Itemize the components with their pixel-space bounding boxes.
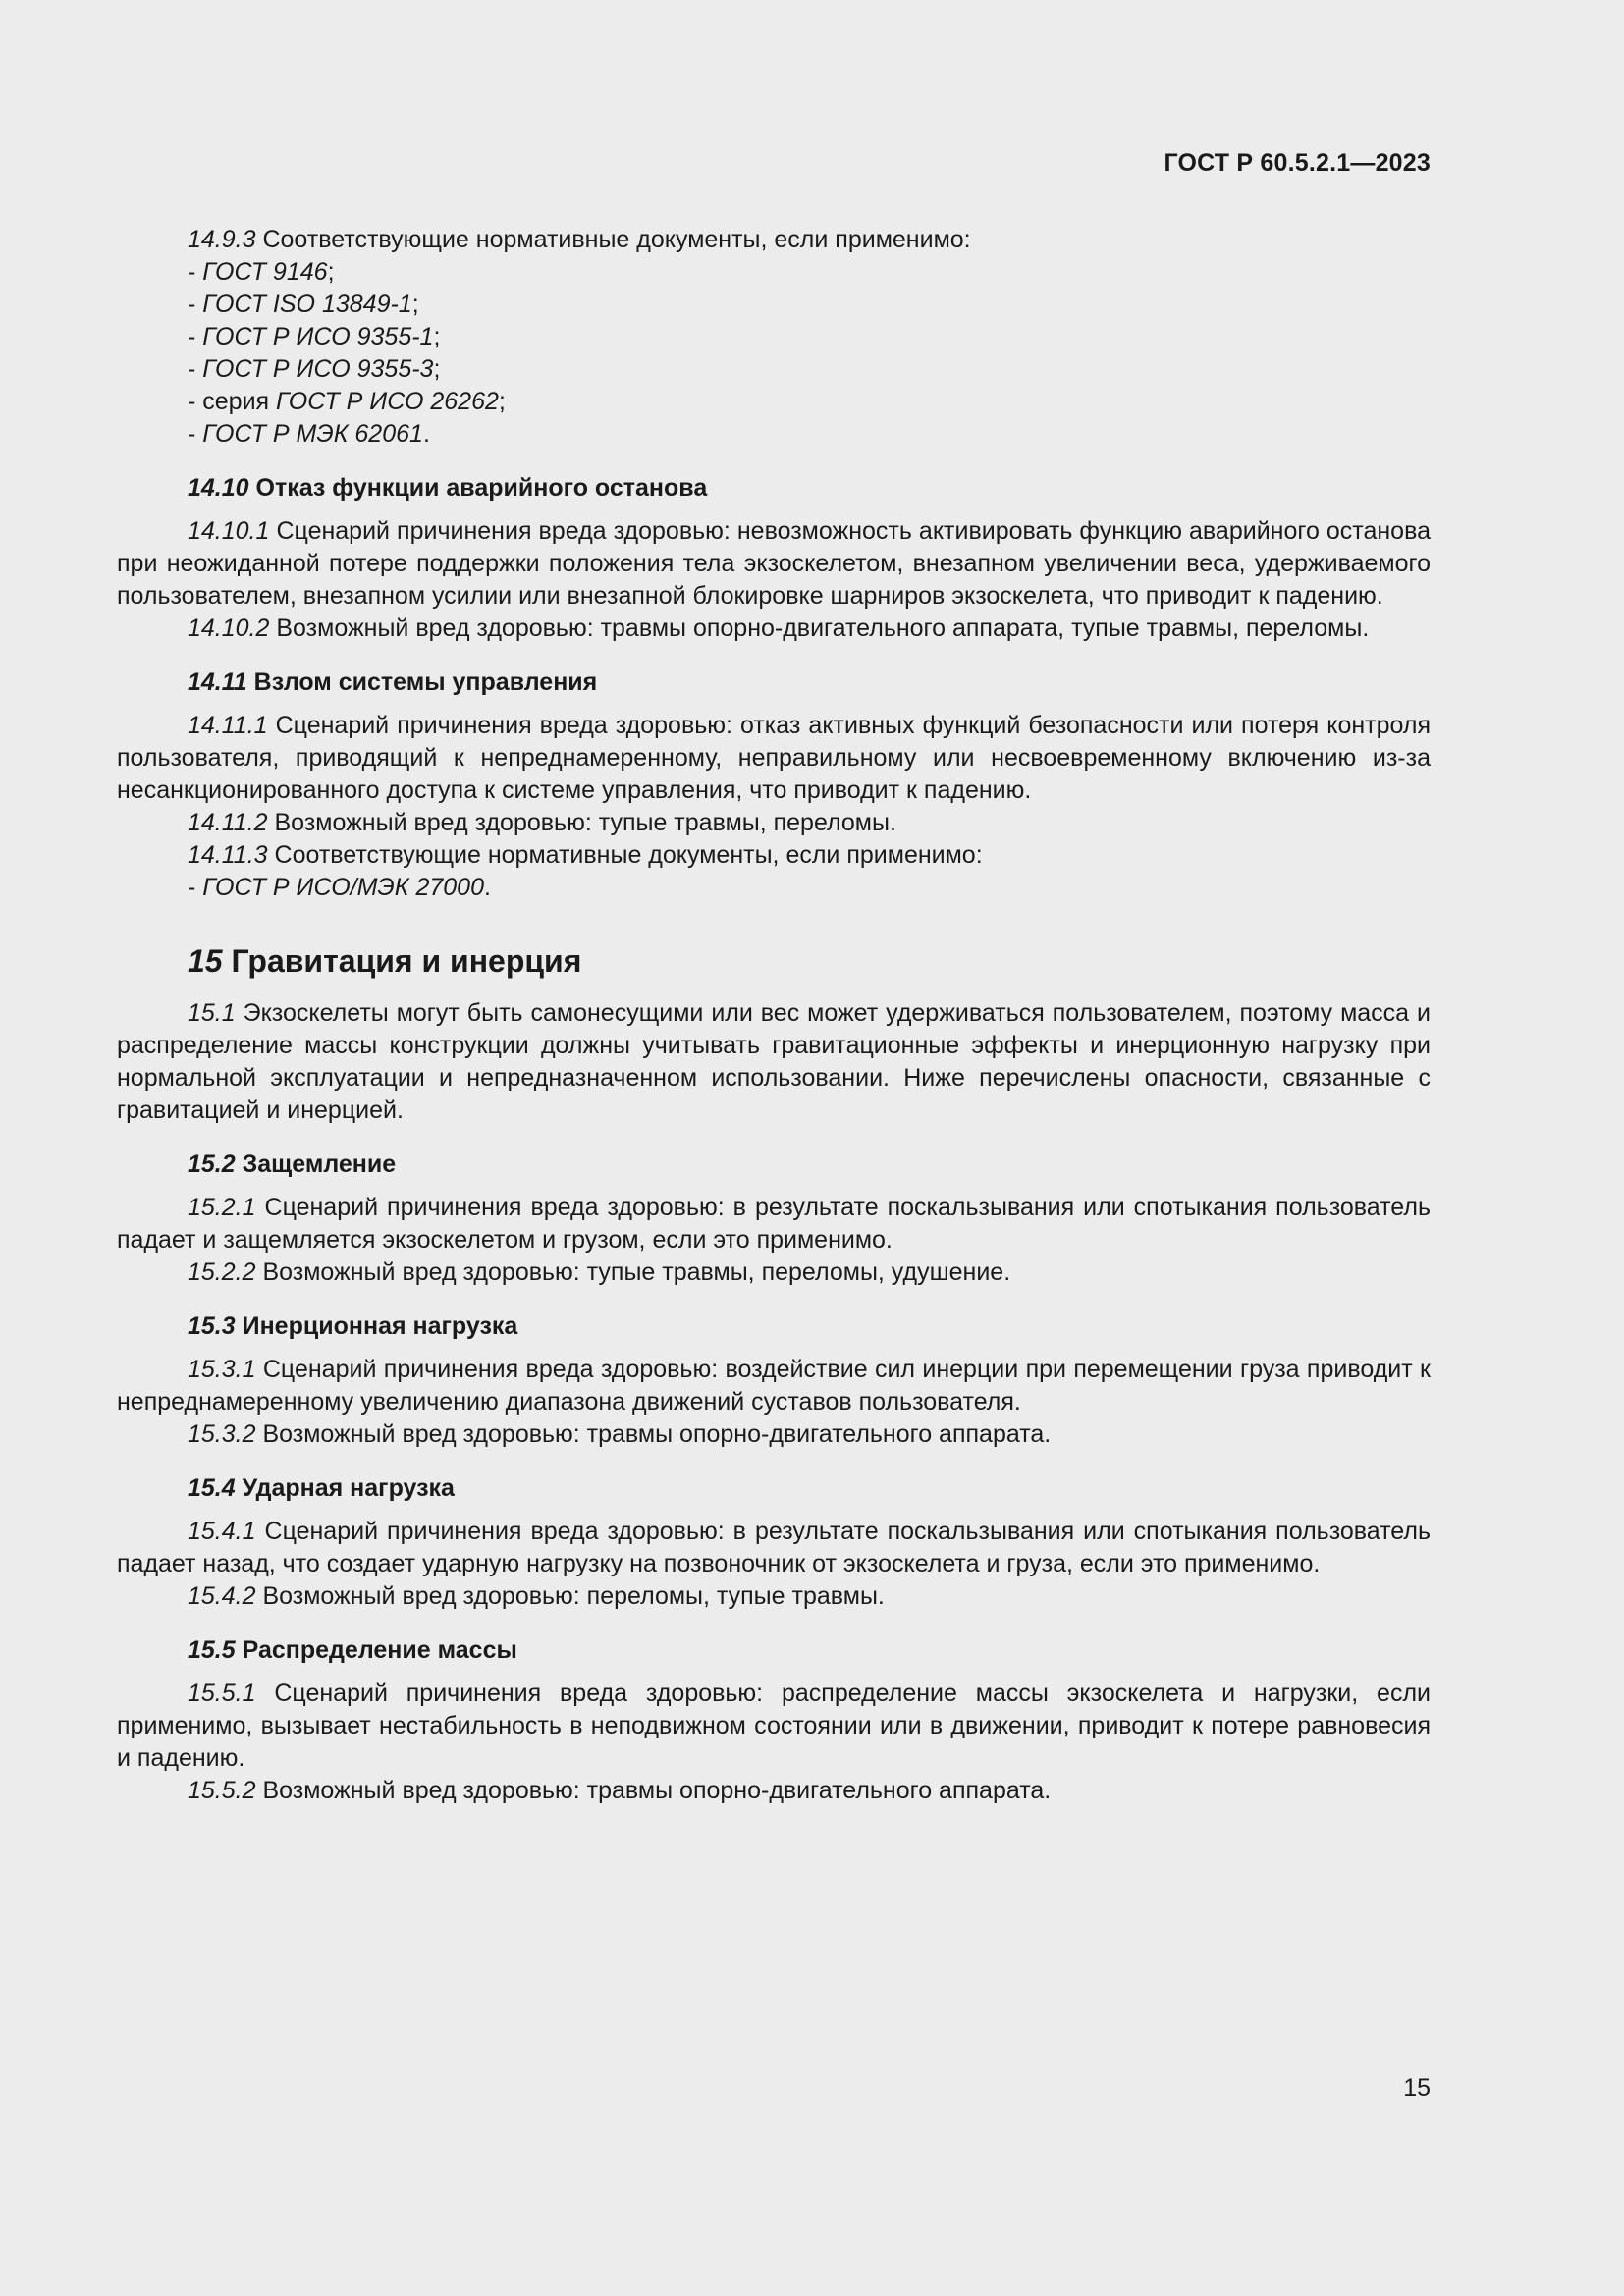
list-punct: ; <box>433 323 441 350</box>
section-title: Ударная нагрузка <box>235 1474 455 1502</box>
reference-list-item <box>117 353 1431 386</box>
clause-number: 15.5.1 <box>188 1680 256 1707</box>
paragraph-15-4-1 <box>117 1516 1431 1580</box>
clause-text: Сценарий причинения вреда здоровью: в результате поскальзывания или спотыкания пользователь падает и защемляется экзоскелетом и грузом, если это применимо. <box>117 1194 1431 1254</box>
paragraph-15-1 <box>117 997 1431 1127</box>
section-heading-14-11 <box>117 667 1431 699</box>
page-number: 15 <box>1403 2074 1431 2102</box>
paragraph-15-4-2 <box>117 1580 1431 1613</box>
clause-number: 15.4.1 <box>188 1518 256 1545</box>
clause-text: Соответствующие нормативные документы, если применимо: <box>255 226 971 253</box>
paragraph-14-11-2 <box>117 807 1431 839</box>
reference-list-item <box>117 256 1431 289</box>
paragraph-15-5-2 <box>117 1775 1431 1807</box>
reference-link: ГОСТ ISO 13849-1 <box>202 291 412 318</box>
list-punct: ; <box>411 291 419 318</box>
clause-number: 15.5.2 <box>188 1777 256 1804</box>
clause-text: Сценарий причинения вреда здоровью: распределение массы экзоскелета и нагрузки, если применимо, вызывает нестабильность в неподвижном состоянии или в движении, приводит к потере равновесия и падению. <box>117 1680 1431 1772</box>
paragraph-14-11-3 <box>117 839 1431 872</box>
list-marker: - <box>188 874 203 901</box>
section-title: Взлом системы управления <box>246 668 598 696</box>
paragraph-15-5-1 <box>117 1678 1431 1775</box>
page-body <box>117 224 1431 1807</box>
section-number: 15.3 <box>188 1312 236 1340</box>
section-number: 14.10 <box>188 474 249 502</box>
section-heading-15-5 <box>117 1634 1431 1667</box>
paragraph-15-2-1 <box>117 1192 1431 1256</box>
clause-text: Соответствующие нормативные документы, если применимо: <box>267 841 983 869</box>
clause-number: 15.3.2 <box>188 1420 256 1448</box>
clause-number: 15.1 <box>188 999 236 1027</box>
reference-link: ГОСТ Р ИСО 26262 <box>276 388 499 415</box>
reference-link: ГОСТ 9146 <box>202 258 328 286</box>
reference-link: ГОСТ Р ИСО 9355-1 <box>202 323 434 350</box>
section-title: Отказ функции аварийного останова <box>248 474 708 502</box>
reference-list-item <box>117 418 1431 451</box>
section-title: Инерционная нагрузка <box>235 1312 518 1340</box>
list-marker: - <box>188 258 203 286</box>
clause-number: 14.11.3 <box>188 841 268 869</box>
reference-link: ГОСТ Р ИСО/МЭК 27000 <box>202 874 484 901</box>
clause-number: 14.10.2 <box>188 614 270 642</box>
list-marker: - <box>188 323 203 350</box>
list-punct: ; <box>433 355 441 383</box>
section-title: Защемление <box>235 1150 397 1178</box>
clause-text: Сценарий причинения вреда здоровью: отказ активных функций безопасности или потеря контроля пользователя, приводящий к непреднамеренному, неправильному или несвоевременному включению из-за несанкционированного доступа к системе управления, что приводит к падению. <box>117 712 1431 804</box>
clause-number: 14.10.1 <box>188 517 270 545</box>
clause-text: Возможный вред здоровью: тупые травмы, переломы. <box>267 809 896 836</box>
section-number: 14.11 <box>188 668 247 696</box>
list-punct: . <box>422 420 430 448</box>
paragraph-14-9-3 <box>117 224 1431 256</box>
chapter-title: Гравитация и инерция <box>222 943 582 979</box>
reference-link: ГОСТ Р МЭК 62061 <box>202 420 423 448</box>
clause-text: Экзоскелеты могут быть самонесущими или вес может удерживаться пользователем, поэтому масса и распределение массы конструкции должны учитывать гравитационные эффекты и инерционную нагрузку при нормальной эксплуатации и непредназначенном использовании. Ниже перечислены опасности, связанные с гравитацией и инерцией. <box>117 999 1431 1124</box>
document-id-header: ГОСТ Р 60.5.2.1—2023 <box>1164 149 1431 177</box>
clause-text: Сценарий причинения вреда здоровью: невозможность активировать функцию аварийного останова при неожиданной потере поддержки положения тела экзоскелетом, внезапном увеличении веса, удерживаемого пользователем, внезапном усилии или внезапной блокировке шарниров экзоскелета, что приводит к падению. <box>117 517 1431 610</box>
list-marker: - <box>188 355 203 383</box>
clause-number: 15.2.2 <box>188 1258 256 1286</box>
paragraph-14-10-2 <box>117 613 1431 645</box>
section-heading-15-2 <box>117 1148 1431 1181</box>
reference-list-item <box>117 386 1431 418</box>
clause-number: 14.9.3 <box>188 226 256 253</box>
paragraph-15-3-2 <box>117 1418 1431 1451</box>
reference-list-item <box>117 289 1431 321</box>
clause-number: 15.3.1 <box>188 1356 256 1383</box>
clause-text: Возможный вред здоровью: переломы, тупые травмы. <box>255 1582 885 1610</box>
clause-number: 15.4.2 <box>188 1582 256 1610</box>
paragraph-14-10-1 <box>117 515 1431 613</box>
list-punct: ; <box>498 388 506 415</box>
section-heading-14-10 <box>117 472 1431 505</box>
section-title: Распределение массы <box>235 1636 517 1664</box>
list-marker: - <box>188 291 203 318</box>
paragraph-15-2-2 <box>117 1256 1431 1289</box>
reference-list-item <box>117 321 1431 353</box>
section-heading-15-3 <box>117 1310 1431 1343</box>
reference-list-item <box>117 872 1431 904</box>
clause-number: 15.2.1 <box>188 1194 256 1221</box>
chapter-heading-15 <box>117 941 1431 981</box>
clause-number: 14.11.2 <box>188 809 268 836</box>
chapter-number: 15 <box>188 943 223 979</box>
list-marker: - серия <box>188 388 277 415</box>
list-punct: . <box>483 874 491 901</box>
paragraph-14-11-1 <box>117 710 1431 807</box>
clause-text: Возможный вред здоровью: травмы опорно-двигательного аппарата. <box>255 1777 1052 1804</box>
clause-text: Возможный вред здоровью: травмы опорно-двигательного аппарата, тупые травмы, переломы. <box>269 614 1370 642</box>
clause-text: Сценарий причинения вреда здоровью: воздействие сил инерции при перемещении груза приводит к непреднамеренному увеличению диапазона движений суставов пользователя. <box>117 1356 1431 1415</box>
section-heading-15-4 <box>117 1472 1431 1505</box>
clause-text: Сценарий причинения вреда здоровью: в результате поскальзывания или спотыкания пользователь падает назад, что создает ударную нагрузку на позвоночник от экзоскелета и груза, если это применимо. <box>117 1518 1431 1577</box>
reference-link: ГОСТ Р ИСО 9355-3 <box>202 355 434 383</box>
section-number: 15.2 <box>188 1150 236 1178</box>
clause-text: Возможный вред здоровью: тупые травмы, переломы, удушение. <box>255 1258 1011 1286</box>
list-punct: ; <box>327 258 335 286</box>
section-number: 15.5 <box>188 1636 236 1664</box>
list-marker: - <box>188 420 203 448</box>
clause-number: 14.11.1 <box>188 712 268 739</box>
section-number: 15.4 <box>188 1474 236 1502</box>
clause-text: Возможный вред здоровью: травмы опорно-двигательного аппарата. <box>255 1420 1052 1448</box>
paragraph-15-3-1 <box>117 1354 1431 1418</box>
